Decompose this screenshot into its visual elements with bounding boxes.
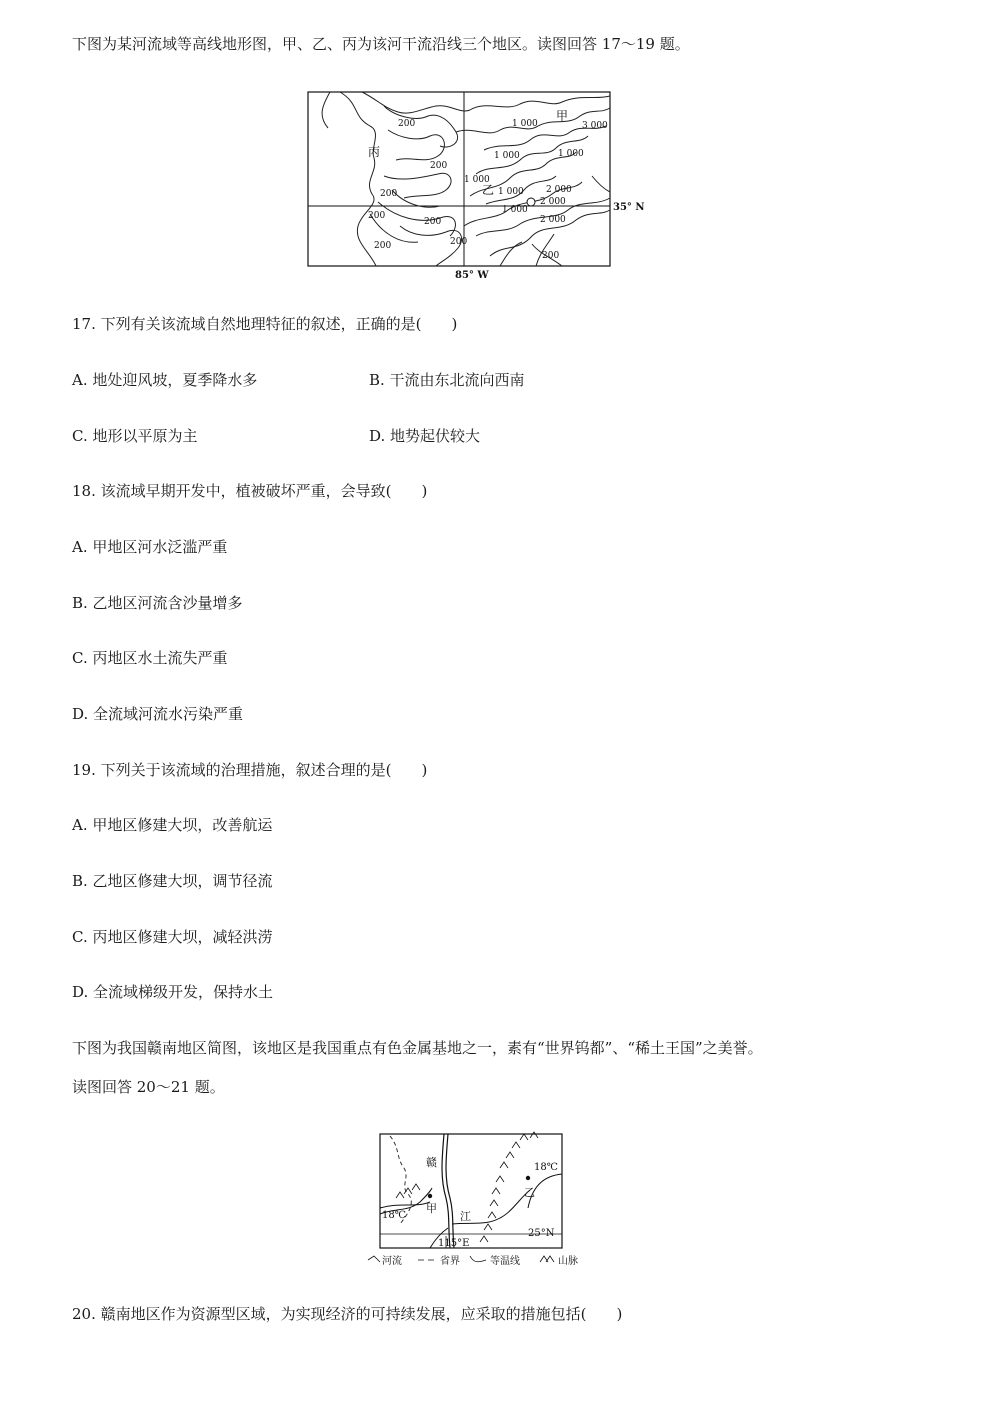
contour-label: 200 xyxy=(542,251,560,261)
river-legend-icon xyxy=(368,1256,380,1262)
question-17-stem: 17. 下列有关该流域自然地理特征的叙述，正确的是( ) xyxy=(72,315,458,333)
question-17-option-c[interactable]: C. 地形以平原为主 xyxy=(72,427,198,445)
question-18-option-a[interactable]: A. 甲地区河水泛滥严重 xyxy=(72,538,228,556)
question-17-option-b[interactable]: B. 干流由东北流向西南 xyxy=(369,371,525,389)
mountain-legend-icon xyxy=(540,1256,554,1262)
question-19-option-d[interactable]: D. 全流域梯级开发，保持水土 xyxy=(72,983,274,1001)
region-label-yi: 乙 xyxy=(482,183,495,197)
contour-label: 200 xyxy=(450,237,468,247)
contour-label: 200 xyxy=(368,211,386,221)
latitude-label: 25°N xyxy=(528,1228,555,1239)
contour-map-figure xyxy=(300,86,650,282)
isotherm-label-west: 18℃ xyxy=(382,1210,406,1221)
contour-label: 200 xyxy=(430,161,448,171)
contour-label: 200 xyxy=(398,119,416,129)
legend-isotherm-label: 等温线 xyxy=(490,1256,520,1267)
question-18-stem: 18. 该流域早期开发中，植被破坏严重，会导致( ) xyxy=(72,482,428,500)
question-17-option-a[interactable]: A. 地处迎风坡，夏季降水多 xyxy=(72,371,258,389)
legend-mountain-label: 山脉 xyxy=(558,1256,578,1267)
river-label-jiang: 江 xyxy=(460,1210,471,1223)
legend-border-label: 省界 xyxy=(440,1256,460,1267)
question-18-option-d[interactable]: D. 全流域河流水污染严重 xyxy=(72,705,244,723)
intro-text-1: 下图为某河流域等高线地形图，甲、乙、丙为该河干流沿线三个地区。读图回答 17～19 题。 xyxy=(72,35,690,53)
gannan-map-figure xyxy=(360,1128,620,1276)
contour-label: 200 xyxy=(374,241,392,251)
contour-label: 200 xyxy=(424,217,442,227)
contour-label: 1 000 xyxy=(512,119,538,129)
contour-label: 200 xyxy=(380,189,398,199)
place-label-jia: 甲 xyxy=(426,1202,437,1215)
question-18-option-b[interactable]: B. 乙地区河流含沙量增多 xyxy=(72,594,243,612)
place-label-yi: 乙 xyxy=(524,1186,535,1199)
question-19-option-b[interactable]: B. 乙地区修建大坝，调节径流 xyxy=(72,872,273,890)
contour-label: 1 000 xyxy=(558,149,584,159)
region-label-jia: 甲 xyxy=(556,109,569,123)
river-label-gan: 赣 xyxy=(426,1156,437,1169)
question-20-stem: 20. 赣南地区作为资源型区域，为实现经济的可持续发展，应采取的措施包括( ) xyxy=(72,1305,623,1323)
contour-label: 1 000 xyxy=(464,175,490,185)
isotherm-legend-icon xyxy=(470,1256,486,1262)
contour-label: 2 000 xyxy=(540,197,566,207)
contour-label: 3 000 xyxy=(582,121,608,131)
question-19-option-a[interactable]: A. 甲地区修建大坝，改善航运 xyxy=(72,816,273,834)
legend-river-label: 河流 xyxy=(382,1256,402,1267)
question-19-stem: 19. 下列关于该流域的治理措施，叙述合理的是( ) xyxy=(72,761,428,779)
contour-label: 1 000 xyxy=(502,205,528,215)
contour-map xyxy=(300,86,650,282)
intro-text-2b: 读图回答 20～21 题。 xyxy=(72,1078,225,1096)
contour-label: 2 000 xyxy=(540,215,566,225)
intro-text-2: 下图为我国赣南地区简图，该地区是我国重点有色金属基地之一，素有“世界钨都”、“稀土王国”之美誉。 xyxy=(72,1039,763,1057)
longitude-label: 85° W xyxy=(455,270,489,281)
contour-label: 1 000 xyxy=(498,187,524,197)
question-19-option-c[interactable]: C. 丙地区修建大坝，减轻洪涝 xyxy=(72,928,273,946)
isotherm-label-east: 18℃ xyxy=(534,1162,558,1173)
region-label-bing: 丙 xyxy=(368,145,381,159)
longitude-label: 115°E xyxy=(438,1238,470,1249)
latitude-label: 35° N xyxy=(613,202,645,213)
contour-label: 2 000 xyxy=(546,185,572,195)
gannan-map xyxy=(360,1128,620,1276)
contour-label: 1 000 xyxy=(494,151,520,161)
question-18-option-c[interactable]: C. 丙地区水土流失严重 xyxy=(72,649,228,667)
question-17-option-d[interactable]: D. 地势起伏较大 xyxy=(369,427,481,445)
